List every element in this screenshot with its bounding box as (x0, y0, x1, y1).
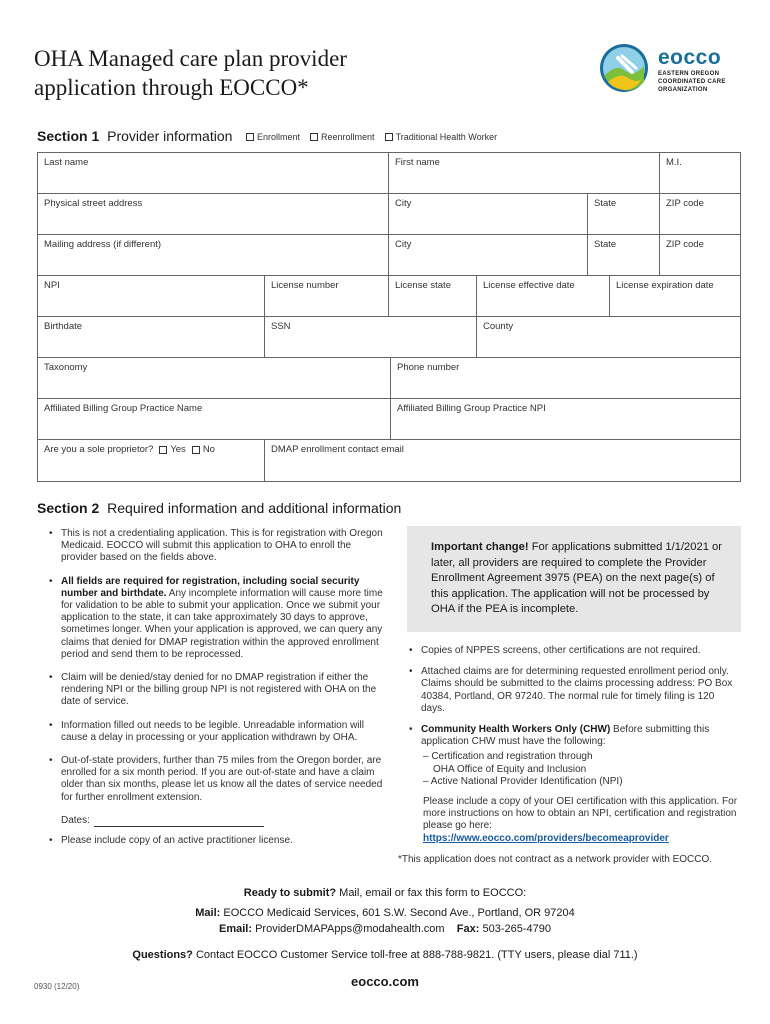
ssn-label: SSN (271, 321, 291, 332)
license-expiration-date-field[interactable] (609, 276, 740, 316)
yes-label: Yes (170, 444, 186, 455)
checkbox-icon (385, 133, 393, 141)
first-name-field[interactable] (388, 153, 659, 193)
email-address-link[interactable]: ProviderDMAPApps@modahealth.com (252, 923, 445, 935)
dates-line[interactable] (94, 826, 264, 827)
form-row-taxonomy (38, 358, 740, 399)
zip-field[interactable] (659, 194, 740, 234)
list-item (49, 576, 384, 661)
section-1-number: Section 1 (37, 128, 100, 144)
logo-sub-line-3: ORGANIZATION (658, 87, 708, 93)
license-number-label: License number (271, 280, 339, 291)
license-effective-date-field[interactable] (476, 276, 609, 316)
required-fields-text: Any incomplete information will cause more time for validation to be able to submit your application. Once we submit your application to the state, it can take approximately 30 days to approve, sometimes longer. When your application is approved, we can query any claims that denied for DMAP registration within the approved enrollment period and send them to be reprocessed. (61, 587, 383, 660)
list-item: • Information filled out needs to be legible. Unreadable information will cause a delay in processing or your application withdrawn by OHA. (49, 720, 384, 744)
required-fields-emphasis: All fields are required for registration, including social security number and birthdate. (61, 575, 360, 599)
mailing-city-label: City (395, 239, 412, 250)
chw-heading: Community Health Workers Only (CHW) (421, 724, 611, 736)
chw-requirements (409, 751, 739, 788)
phone-number-label: Phone number (397, 362, 460, 373)
billing-group-name-field[interactable] (38, 399, 390, 439)
physical-address-label: Physical street address (44, 198, 143, 209)
list-item: • Claim will be denied/stay denied for no DMAP registration if either the rendering NPI or the billing group NPI is not registered with OHA on the date of service. (49, 672, 384, 709)
sole-proprietor-field (38, 440, 264, 481)
important-change-notice (407, 526, 741, 632)
list-item: • Copies of NPPES screens, other certifications are not required. (409, 645, 739, 657)
sole-proprietor-yes-checkbox[interactable] (159, 444, 186, 455)
mailing-state-label: State (594, 239, 617, 250)
birthdate-label: Birthdate (44, 321, 83, 332)
logo-mark-icon (598, 42, 650, 94)
section-2-left-column (49, 528, 384, 858)
zip-label: ZIP code (666, 198, 704, 209)
form-row-name (38, 153, 740, 194)
mailing-address-label: Mailing address (if different) (44, 239, 162, 250)
questions-text: Contact EOCCO Customer Service toll-free at 888-788-9821. (TTY users, please dial 711.) (192, 949, 638, 961)
form-row-sole-proprietor (38, 440, 740, 481)
enrollment-label: Enrollment (257, 132, 301, 142)
page-title (34, 44, 454, 102)
physical-address-field[interactable] (38, 194, 388, 234)
provider-info-form (37, 152, 741, 482)
important-change-text: For applications submitted 1/1/2021 or later, all providers are required to complete the Provider Enrollment Agreement 3975 (PEA) on the next page(s) of this application. The application will not be processed by OHA if the PEA is incomplete. (431, 541, 722, 615)
fax-label: Fax: (456, 923, 480, 935)
questions-heading: Questions? (132, 949, 193, 961)
mailing-state-field[interactable] (587, 235, 659, 275)
logo-subtitle (658, 70, 726, 94)
state-field[interactable] (587, 194, 659, 234)
section-2-number: Section 2 (37, 500, 100, 516)
logo-sub-line-2: COORDINATED CARE (658, 79, 726, 85)
traditional-health-worker-checkbox[interactable] (385, 132, 498, 142)
city-label: City (395, 198, 412, 209)
reenrollment-checkbox[interactable] (310, 132, 375, 142)
network-provider-note: *This application does not contract as a network provider with EOCCO. (398, 854, 713, 865)
license-number-field[interactable] (264, 276, 388, 316)
birthdate-field[interactable] (38, 317, 264, 357)
form-row-billing-group (38, 399, 740, 440)
form-row-mailing-address (38, 235, 740, 276)
mailing-zip-field[interactable] (659, 235, 740, 275)
chw-text: Before submitting this application CHW must have the following: (421, 724, 710, 748)
list-item: • Out-of-state providers, further than 75 miles from the Oregon border, are enrolled for a six month period. If you are out-of-state and have a claim older than six months, please let us know all the dates of service needed for further enrollment extension. (49, 755, 384, 804)
checkbox-icon (192, 446, 200, 454)
fax-number: 503-265-4790 (479, 923, 551, 935)
list-item (409, 724, 739, 748)
oei-instructions (409, 796, 739, 845)
ready-to-submit-text: Mail, email or fax this form to EOCCO: (336, 887, 527, 899)
checkbox-icon (159, 446, 167, 454)
license-effective-date-label: License effective date (483, 280, 575, 291)
sole-proprietor-no-checkbox[interactable] (192, 444, 215, 455)
city-field[interactable] (388, 194, 587, 234)
section-1-heading (37, 128, 232, 144)
taxonomy-label: Taxonomy (44, 362, 88, 373)
oei-text: Please include a copy of your OEI certification with this application. For more instructions on how to obtain an NPI, certification and registration please go here: (423, 796, 738, 832)
traditional-health-worker-label: Traditional Health Worker (395, 132, 498, 142)
reenrollment-label: Reenrollment (321, 132, 375, 142)
list-item: • This is not a credentialing application. This is for registration with Oregon Medicaid. EOCCO will submit this application to OHA to enroll the provider based on the fields above. (49, 528, 384, 565)
license-expiration-date-label: License expiration date (616, 280, 714, 291)
email-label: Email: (219, 923, 253, 935)
checkbox-icon (310, 133, 318, 141)
enrollment-checkbox[interactable] (246, 132, 300, 142)
sole-proprietor-label: Are you a sole proprietor? (44, 444, 154, 455)
section-2-right-column (409, 645, 739, 845)
billing-group-npi-field[interactable] (390, 399, 740, 439)
last-name-field[interactable] (38, 153, 388, 193)
npi-field[interactable] (38, 276, 264, 316)
chw-requirement-item: – Active National Provider Identification (NPI) (423, 775, 623, 787)
questions-line (0, 949, 770, 961)
list-item: • Attached claims are for determining requested enrollment period only. Claims should be submitted to the claims processing address: PO Box 40384, Portland, OR 97240. The normal rule for timely filing is 120 days. (409, 666, 739, 715)
county-label: County (483, 321, 514, 332)
form-row-birthdate (38, 317, 740, 358)
dmap-email-field[interactable] (264, 440, 740, 481)
checkbox-icon (246, 133, 254, 141)
mailing-address-field[interactable] (38, 235, 388, 275)
dmap-email-label: DMAP enrollment contact email (271, 444, 404, 455)
taxonomy-field[interactable] (38, 358, 390, 398)
section-2-title: Required information and additional information (107, 500, 402, 516)
section-2-heading (37, 500, 401, 516)
middle-initial-field[interactable] (659, 153, 740, 193)
application-type-options (246, 132, 497, 142)
license-state-field[interactable] (388, 276, 476, 316)
website-link[interactable]: eocco.com (351, 974, 419, 989)
mailing-city-field[interactable] (388, 235, 587, 275)
npi-label: NPI (44, 280, 60, 291)
form-row-license (38, 276, 740, 317)
license-state-label: License state (395, 280, 451, 291)
chw-requirement-item: OHA Office of Equity and Inclusion (433, 763, 587, 775)
dates-field[interactable] (49, 815, 384, 827)
ready-to-submit-line (0, 887, 770, 899)
logo-wordmark: eocco (658, 46, 722, 69)
important-change-heading: Important change! (431, 541, 529, 553)
state-label: State (594, 198, 617, 209)
email-fax-line (0, 923, 770, 935)
last-name-label: Last name (44, 157, 89, 168)
title-line-2: application through EOCCO* (34, 75, 309, 100)
logo-sub-line-1: EASTERN OREGON (658, 71, 720, 77)
phone-number-field[interactable] (390, 358, 740, 398)
form-number: 0930 (12/20) (34, 982, 80, 991)
middle-initial-label: M.I. (666, 157, 682, 168)
no-label: No (202, 444, 215, 455)
eocco-logo (598, 46, 748, 96)
first-name-label: First name (395, 157, 440, 168)
list-item: • Please include copy of an active practitioner license. (49, 835, 384, 847)
county-field[interactable] (476, 317, 740, 357)
mail-line (0, 907, 770, 919)
ready-to-submit-heading: Ready to submit? (243, 887, 337, 899)
section-1-title: Provider information (107, 128, 233, 144)
mail-label: Mail: (195, 907, 221, 919)
dates-label: Dates: (61, 814, 90, 826)
become-a-provider-link[interactable]: https://www.eocco.com/providers/becomeaprovider (423, 832, 669, 844)
ssn-field[interactable] (264, 317, 476, 357)
form-row-physical-address (38, 194, 740, 235)
billing-group-npi-label: Affiliated Billing Group Practice NPI (397, 403, 546, 414)
chw-requirement-item: – Certification and registration through (423, 751, 593, 763)
mail-address: EOCCO Medicaid Services, 601 S.W. Second Ave., Portland, OR 97204 (220, 907, 575, 919)
billing-group-name-label: Affiliated Billing Group Practice Name (44, 403, 203, 414)
title-line-1: OHA Managed care plan provider (34, 46, 347, 71)
mailing-zip-label: ZIP code (666, 239, 704, 250)
